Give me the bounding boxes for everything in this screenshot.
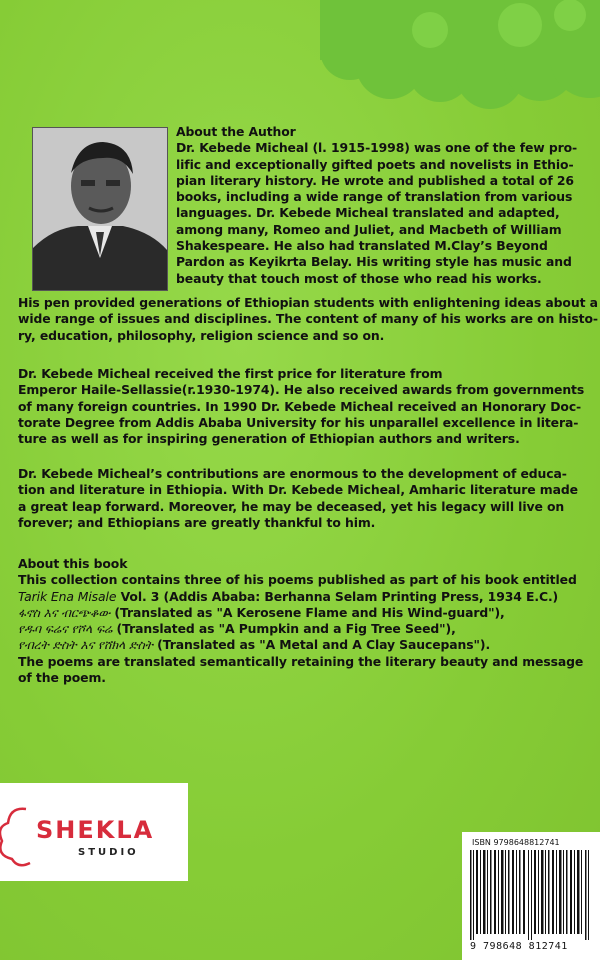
legacy-line: Dr. Kebede Micheal’s contributions are enormous to the development of educa- — [18, 466, 567, 481]
legacy-line: forever; and Ethiopians are greatly thankful to him. — [18, 514, 376, 530]
awards-line: of many foreign countries. In 1990 Dr. Kebede Micheal received an Honorary Doc- — [18, 398, 582, 414]
isbn-label: ISBN 9798648812741 — [472, 838, 560, 847]
author-cont-line: His pen provided generations of Ethiopian students with enlightening ideas about a — [18, 295, 598, 310]
legacy-paragraph — [18, 466, 583, 531]
author-line: Pardon as Keyikrta Belay. His writing style has music and — [176, 254, 572, 270]
author-line: Shakespeare. He also had translated M.Clay’s Beyond — [176, 238, 548, 254]
poem-english-title: (Translated as "A Metal and A Clay Saucepans"). — [152, 637, 491, 653]
poem-amharic-title: የብረት ድስት እና የሸክላ ድስት — [18, 637, 153, 653]
awards-line: ture as well as for inspiring generation of Ethiopian authors and writers. — [18, 431, 520, 447]
awards-line: Emperor Haile-Sellassie(r.1930-1974). He also received awards from governments — [18, 382, 585, 398]
author-line: lific and exceptionally gifted poets and novelists in Ethio- — [176, 156, 574, 172]
author-line: languages. Dr. Kebede Micheal translated and adapted, — [176, 205, 560, 221]
legacy-line: tion and literature in Ethiopia. With Dr. Kebede Micheal, Amharic literature made — [18, 482, 578, 498]
book-series-line — [18, 589, 583, 605]
author-cont-line: ry, education, philosophy, religion science and so on. — [18, 327, 385, 343]
poem-line — [18, 605, 583, 621]
awards-line: Dr. Kebede Micheal received the first price for literature from — [18, 366, 443, 381]
legacy-line: a great leap forward. Moreover, he may be deceased, yet his legacy will live on — [18, 498, 565, 514]
tree-foliage-decoration — [290, 0, 600, 120]
author-line: beauty that touch most of those who read his works. — [176, 270, 542, 286]
publisher-name: SHEKLA — [36, 816, 155, 844]
book-section — [18, 556, 583, 686]
poem-amharic-title: ፋኖስ እና ብርጭቆው — [18, 604, 111, 620]
publisher-logo — [0, 783, 188, 881]
series-details: Vol. 3 (Addis Ababa: Berhanna Selam Printing Press, 1934 E.C.) — [116, 588, 559, 604]
author-continuation — [18, 295, 598, 344]
series-title: Tarik Ena Misale — [18, 588, 117, 604]
poem-amharic-title: የዱባ ፍሬና የሾላ ፍሬ — [18, 621, 113, 637]
author-line: among many, Romeo and Juliet, and Macbeth of William — [176, 221, 562, 237]
author-intro — [176, 124, 581, 287]
poem-line — [18, 637, 583, 653]
publisher-sub: STUDIO — [78, 847, 139, 858]
barcode-number: 9 798648 812741 — [470, 941, 568, 952]
author-line: Dr. Kebede Micheal (l. 1915-1998) was one of the few pro- — [176, 140, 578, 156]
book-heading: About this book — [18, 556, 128, 571]
author-cont-line: wide range of issues and disciplines. The content of many of his works are on histo- — [18, 311, 598, 327]
barcode-bars — [468, 850, 594, 940]
book-intro: This collection contains three of his poems published as part of his book entitled — [18, 572, 577, 588]
poem-line — [18, 621, 583, 637]
awards-line: torate Degree from Addis Ababa University for his unparallel excellence in litera- — [18, 414, 579, 430]
isbn-barcode — [462, 832, 600, 960]
author-photo — [32, 127, 168, 291]
poem-english-title: (Translated as "A Kerosene Flame and His Wind-guard"), — [110, 604, 505, 620]
closing-line: of the poem. — [18, 670, 106, 686]
author-line: pian literary history. He wrote and published a total of 26 — [176, 172, 574, 188]
closing-line: The poems are translated semantically retaining the literary beauty and message — [18, 653, 584, 669]
awards-paragraph — [18, 366, 583, 447]
author-heading: About the Author — [176, 124, 296, 139]
poem-english-title: (Translated as "A Pumpkin and a Fig Tree Seed"), — [112, 621, 456, 637]
author-line: books, including a wide range of translation from various — [176, 189, 573, 205]
